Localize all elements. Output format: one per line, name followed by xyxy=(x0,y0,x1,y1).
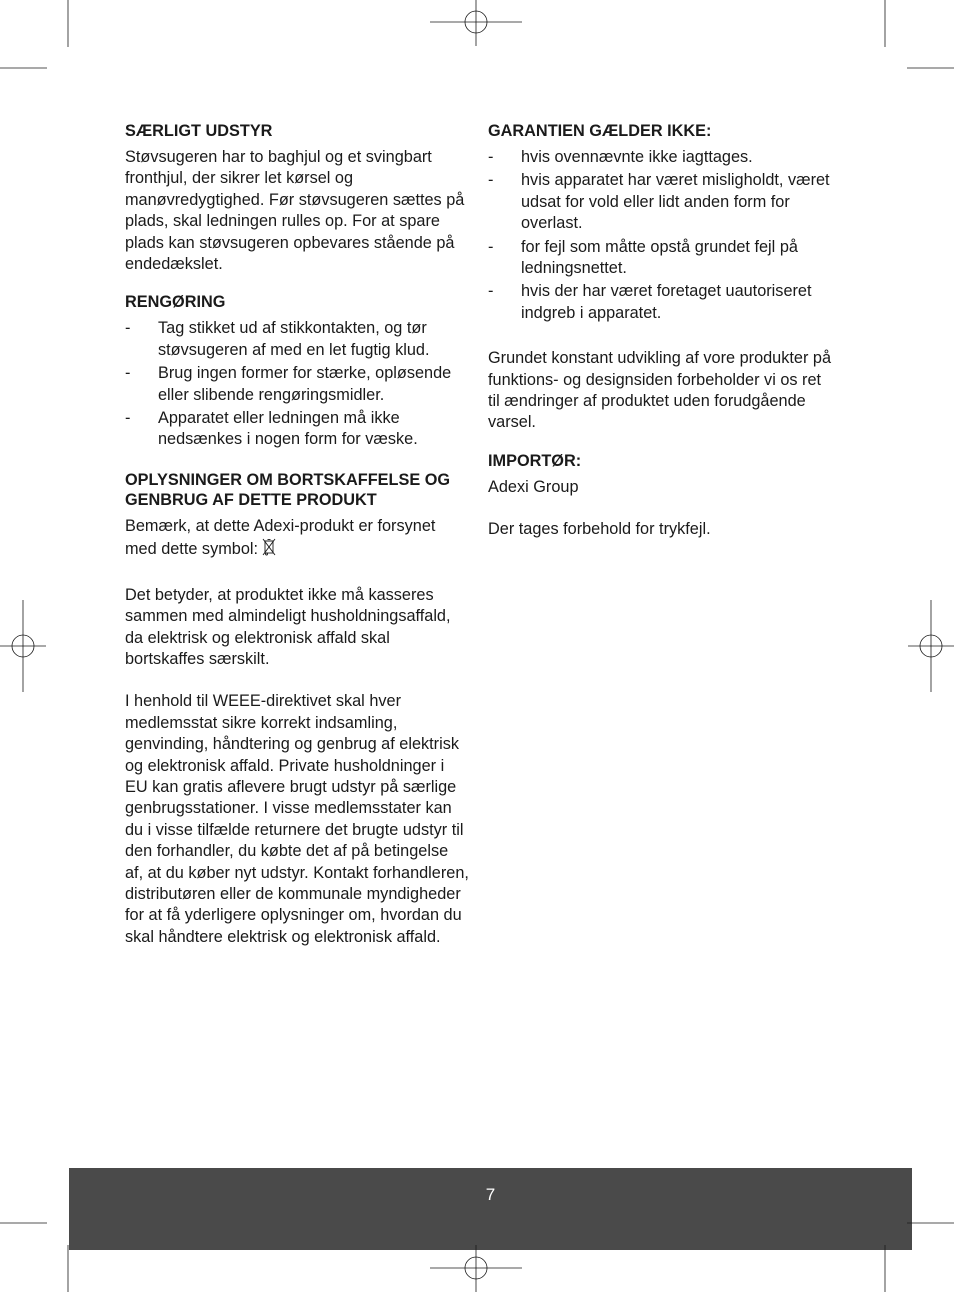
importer-name: Adexi Group xyxy=(488,477,579,496)
product-changes-note: Grundet konstant udvikling af vore produkter på funktions- og designsiden forbeholder vi os ret til ændringer af produktet uden forudgående varsel. xyxy=(488,349,832,432)
list-item: - Tag stikket ud af stikkontakten, og tør støvsugeren af med en let fugtig klud. xyxy=(125,319,430,359)
print-error-disclaimer: Der tages forbehold for trykfejl. xyxy=(488,520,711,539)
weee-directive-text: I henhold til WEEE-direktivet skal hver medlemsstat sikre korrekt indsamling, genvinding, håndtering og genbrug af elektrisk og elektronisk affald. Private husholdninger i EU kan gratis aflevere brugt udstyr på særlige genbrugsstationer. I visse medlemsstater kan du i visse tilfælde returnere det brugte udstyr til den forhandler, du købte det af på betingelse af, at du køber nyt udstyr. Kontakt forhandleren, distributøren eller de kommunale myndigheder for at få yderligere oplysninger om, hvordan du skal håndtere elektrisk og elektronisk affald. xyxy=(125,692,469,946)
page-number: 7 xyxy=(485,1185,496,1204)
warranty-heading: GARANTIEN GÆLDER IKKE: xyxy=(488,122,712,140)
registration-mark-icon xyxy=(908,600,954,692)
dash-bullet: - xyxy=(488,148,494,166)
list-item: - for fejl som måtte opstå grundet fejl på ledningsnettet. xyxy=(488,237,798,278)
importer-heading: IMPORTØR: xyxy=(488,451,582,470)
warranty-exclusions-list xyxy=(488,147,833,324)
dash-bullet: - xyxy=(125,409,131,428)
left-column xyxy=(125,121,470,948)
right-column xyxy=(488,121,833,541)
disposal-heading: OPLYSNINGER OM BORTSKAFFELSE OG GENBRUG AF DETTE PRODUKT xyxy=(125,470,451,509)
dash-bullet: - xyxy=(488,237,494,256)
registration-mark-icon xyxy=(0,600,46,692)
special-equipment-text: Støvsugeren har to baghjul og et svingbart fronthjul, der sikrer let kørsel og manøvredygtighed. Før støvsugeren sættes på plads, skal ledningen rulles op. For at spare plads kan støvsugeren opbevares stående på endedækslet. xyxy=(125,148,465,274)
list-item: - Brug ingen former for stærke, opløsende eller slibende rengøringsmidler. xyxy=(125,364,452,404)
dash-bullet: - xyxy=(488,282,494,301)
dash-bullet: - xyxy=(125,319,131,338)
cleaning-list xyxy=(125,318,470,450)
footer-bar xyxy=(69,1168,912,1250)
disposal-meaning-text: Det betyder, at produktet ikke må kasseres sammen med almindeligt husholdningsaffald, da elektrisk og elektronisk affald skal bortskaffes særskilt. xyxy=(125,585,451,668)
registration-mark-icon xyxy=(430,1245,522,1292)
crossed-out-wheelie-bin-icon xyxy=(262,537,276,563)
special-equipment-heading: SÆRLIGT UDSTYR xyxy=(125,122,273,140)
registration-mark-icon xyxy=(430,0,522,46)
list-item: - hvis apparatet har været misligholdt, været udsat for vold eller lidt anden form for overlast. xyxy=(488,171,830,233)
dash-bullet: - xyxy=(125,364,131,383)
list-item: - hvis ovennævnte ikke iagttages. xyxy=(488,147,833,168)
disposal-symbol-text: Bemærk, at dette Adexi-produkt er forsynet med dette symbol: xyxy=(125,516,470,564)
list-item: - Apparatet eller ledningen må ikke nedsænkes i nogen form for væske. xyxy=(125,409,418,449)
dash-bullet: - xyxy=(488,171,494,190)
cleaning-heading: RENGØRING xyxy=(125,293,226,312)
list-item: - hvis der har været foretaget uautoriseret indgreb i apparatet. xyxy=(488,282,812,322)
